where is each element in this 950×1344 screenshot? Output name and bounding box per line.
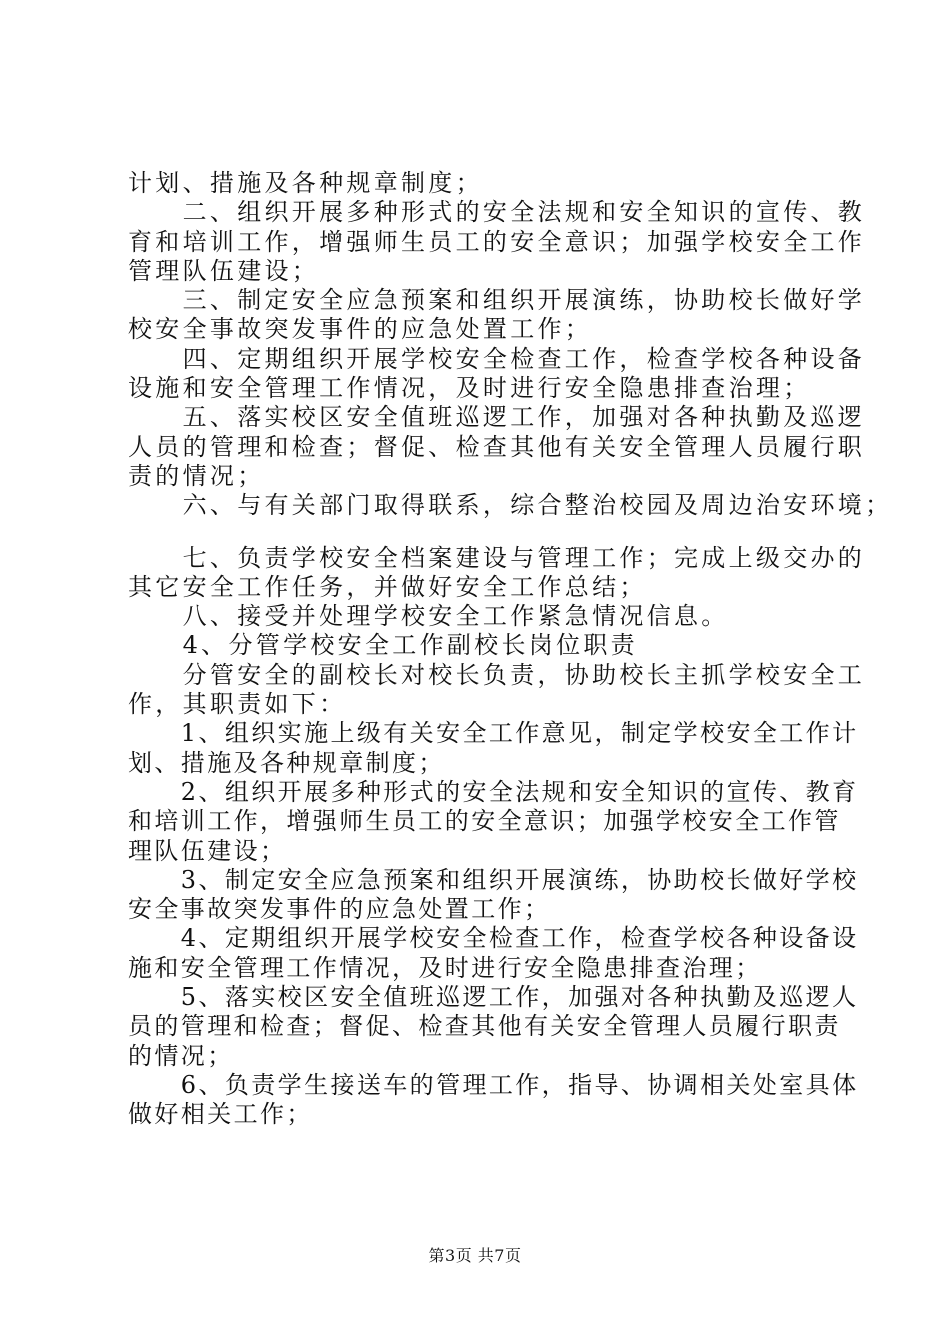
text-line: 分管安全的副校长对校长负责，协助校长主抓学校安全工: [128, 660, 866, 689]
text-line: 七、负责学校安全档案建设与管理工作；完成上级交办的: [128, 543, 866, 572]
text-line: 其它安全工作任务，并做好安全工作总结；: [128, 572, 647, 601]
text-line: 1、组织实施上级有关安全工作意见，制定学校安全工作计: [128, 719, 859, 748]
text-line: 责的情况；: [128, 461, 265, 490]
text-line: 2、组织开展多种形式的安全法规和安全知识的宣传、教育: [128, 777, 859, 806]
section-heading: 4、分管学校安全工作副校长岗位职责: [128, 631, 638, 660]
text-line: 六、与有关部门取得联系，综合整治校园及周边治安环境；: [128, 491, 893, 520]
text-line: 计划、措施及各种规章制度；: [128, 169, 483, 197]
text-line: 作，其职责如下：: [128, 690, 347, 719]
text-line: 管理队伍建设；: [128, 256, 320, 285]
text-line: 安全事故突发事件的应急处置工作；: [128, 895, 551, 924]
text-line: 4、定期组织开展学校安全检查工作，检查学校各种设备设: [128, 924, 859, 953]
text-line: 设施和安全管理工作情况，及时进行安全隐患排查治理；: [128, 374, 811, 403]
text-line: 五、落实校区安全值班巡逻工作，加强对各种执勤及巡逻: [128, 403, 866, 432]
text-line: 校安全事故突发事件的应急处置工作；: [128, 315, 593, 344]
text-line: 二、组织开展多种形式的安全法规和安全知识的宣传、教: [128, 198, 866, 227]
text-line: 的情况；: [128, 1041, 234, 1070]
text-line: 人员的管理和检查；督促、检查其他有关安全管理人员履行职: [128, 432, 866, 461]
text-line: 3、制定安全应急预案和组织开展演练，协助校长做好学校: [128, 865, 859, 894]
text-line: 做好相关工作；: [128, 1100, 313, 1129]
text-line: 四、定期组织开展学校安全检查工作，检查学校各种设备: [128, 344, 866, 373]
text-line: 三、制定安全应急预案和组织开展演练，协助校长做好学: [128, 286, 866, 315]
text-line: 理队伍建设；: [128, 836, 287, 865]
document-body: [128, 169, 893, 1130]
text-line: 5、落实校区安全值班巡逻工作，加强对各种执勤及巡逻人: [128, 983, 859, 1012]
text-line: 和培训工作，增强师生员工的安全意识；加强学校安全工作管: [128, 807, 841, 836]
page-number-footer: 第3页 共7页: [428, 1246, 522, 1265]
paragraph-gap: [128, 521, 840, 544]
text-line: 6、负责学生接送车的管理工作，指导、协调相关处室具体: [128, 1070, 859, 1099]
text-line: 育和培训工作，增强师生员工的安全意识；加强学校安全工作: [128, 227, 866, 256]
text-line: 员的管理和检查；督促、检查其他有关安全管理人员履行职责: [128, 1012, 841, 1041]
text-line: 八、接受并处理学校安全工作紧急情况信息。: [128, 602, 729, 631]
text-line: 施和安全管理工作情况，及时进行安全隐患排查治理；: [128, 953, 762, 982]
text-line: 划、措施及各种规章制度；: [128, 748, 445, 777]
